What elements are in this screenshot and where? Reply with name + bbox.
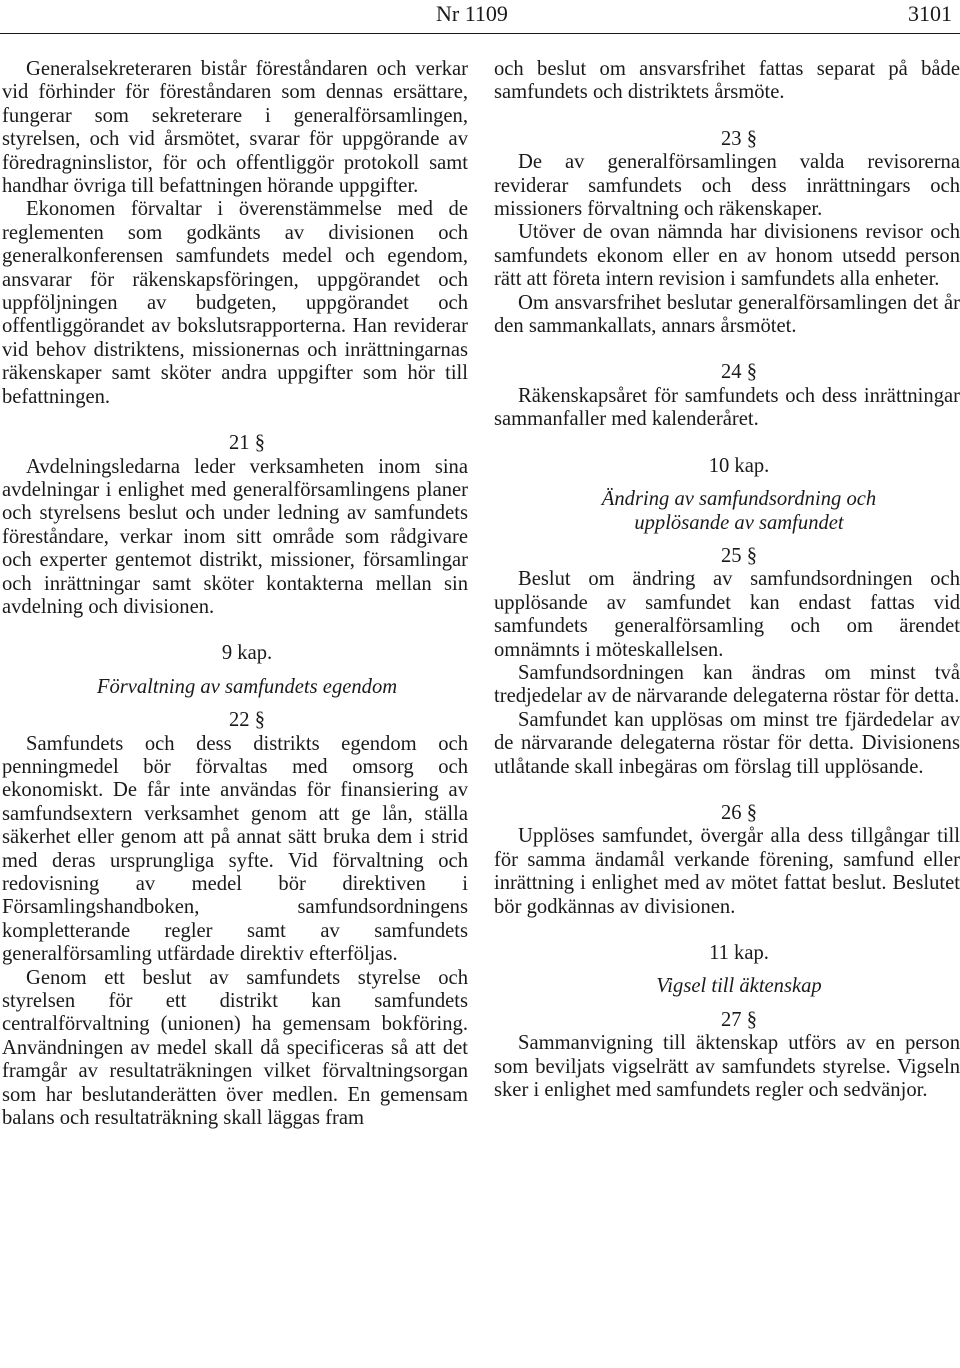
chapter-title-10-line1: Ändring av samfundsordning och bbox=[601, 488, 877, 511]
page-header bbox=[0, 0, 960, 34]
chapter-title-10-line2: upplösande av samfundet bbox=[634, 511, 844, 534]
chapter-heading-9: 9 kap. bbox=[221, 642, 273, 665]
paragraph: Ekonomen förvaltar i överenstämmelse med de reglementen som godkänts av divisionen och generalkonferensen samfundets medel och egendom, ansvarar för räkenskapsföringen, uppgörandet och uppföljningen av budgeten, uppgörandet och offentliggörandet av bokslutsrapporterna. Han reviderar vid behov distriktens, missionernas och inrättningarnas räkenskaper samt sköter andra uppgifter som hör till befattningen. bbox=[2, 198, 468, 408]
paragraph: Samfundsordningen kan ändras om minst två tredjedelar av de närvarande delegaterna röstar för detta. bbox=[494, 661, 960, 708]
paragraph: Beslut om ändring av samfundsordningen och upplösande av samfundet kan endast fattas vid samfundets generalförsamling och om ärendet omnämnts i möteskallelsen. bbox=[494, 568, 960, 661]
paragraph: Genom ett beslut av samfundets styrelse och styrelsen för ett distrikt kan samfundets centralförvaltning (unionen) ha gemensam bokföring. Användningen av medel skall då specificeras så att det framgår av resultaträkningen vilket förvaltningsorgan som har beslutanderätten över medlen. En gemensam balans och resultaträkning skall läggas fram bbox=[2, 966, 468, 1130]
paragraph: Avdelningsledarna leder verksamheten inom sina avdelningar i enlighet med generalförsamlingens planer och styrelsens beslut och under ledning av samfundets föreståndare, verkar inom sitt område som rådgivare och experter gentemot distrikt, missioner, församlingar och inrättningar samt sköter kontakterna mellan sin avdelning och divisionen. bbox=[2, 455, 468, 618]
section-heading-27: 27 § bbox=[720, 1008, 758, 1031]
header-rule bbox=[0, 33, 960, 34]
paragraph: Utöver de ovan nämnda har divisionens revisor och samfundets ekonom eller en av honom utsedd person rätt att företa intern revision i samfundets alla enheter. bbox=[494, 221, 960, 291]
paragraph-continued: och beslut om ansvarsfrihet fattas separat på både samfundets och distriktets årsmöte. bbox=[494, 58, 960, 104]
chapter-title-11: Vigsel till äktenskap bbox=[656, 975, 822, 998]
paragraph: Räkenskapsåret för samfundets och dess inrättningar sammanfaller med kalenderåret. bbox=[494, 384, 960, 431]
paragraph: Samfundet kan upplösas om minst tre fjärdedelar av de närvarande delegaterna röstar för detta. Divisionens utlåtande skall inbegäras om förslag till upplösande. bbox=[494, 708, 960, 778]
left-column bbox=[2, 58, 468, 1130]
section-heading-21: 21 § bbox=[228, 432, 266, 455]
chapter-heading-11: 11 kap. bbox=[709, 942, 769, 964]
right-column bbox=[494, 58, 960, 1102]
section-heading-26: 26 § bbox=[720, 801, 758, 824]
statute-number: Nr 1109 bbox=[436, 1, 508, 26]
paragraph: Sammanvigning till äktenskap utförs av en person som beviljats vigselrätt av samfundets styrelse. Vigseln sker i enlighet med samfundets regler och sedvänjor. bbox=[494, 1032, 960, 1102]
section-heading-25: 25 § bbox=[720, 544, 758, 567]
chapter-heading-10: 10 kap. bbox=[708, 454, 770, 477]
paragraph: Samfundets och dess distrikts egendom och penningmedel bör förvaltas med omsorg och ekonomiskt. De får inte användas för finansiering av samfundsextern verksamhet genom att ge lån, ställa säkerhet eller genom att på annat sätt bruka dem i strid med deras ursprungliga syfte. Vid förvaltning och redovisning av medel bör direktiven i Församlingshandboken, samfundsordningens kompletterande regler samt av samfundets generalförsamling utfärdade direktiv efterföljas. bbox=[2, 732, 468, 966]
page-number: 3101 bbox=[908, 1, 952, 26]
paragraph: Upplöses samfundet, övergår alla dess tillgångar till för samma ändamål verkande förening, samfund eller inrättning i enlighet med av mötet fattat beslut. Beslutet bör godkännas av divisionen. bbox=[494, 825, 960, 918]
paragraph: Om ansvarsfrihet beslutar generalförsamlingen det år den sammankallats, annars årsmötet. bbox=[494, 291, 960, 338]
section-heading-22: 22 § bbox=[228, 709, 266, 732]
section-heading-23: 23 § bbox=[720, 127, 758, 150]
chapter-title-9: Förvaltning av samfundets egendom bbox=[96, 675, 398, 698]
section-heading-24: 24 § bbox=[720, 361, 758, 384]
paragraph: Generalsekreteraren bistår föreståndaren och verkar vid förhinder för föreståndaren som dennas ersättare, fungerar som sekreterare i generalförsamlingen, styrelsen, och vid årsmötet, svarar för uppgörande av föredragninslistor, för och offentliggör protokoll samt handhar övriga till befattningen hörande uppgifter. bbox=[2, 58, 468, 198]
paragraph: De av generalförsamlingen valda revisorerna reviderar samfundets och dess inrättningars och missioners förvaltning och räkenskaper. bbox=[494, 151, 960, 221]
